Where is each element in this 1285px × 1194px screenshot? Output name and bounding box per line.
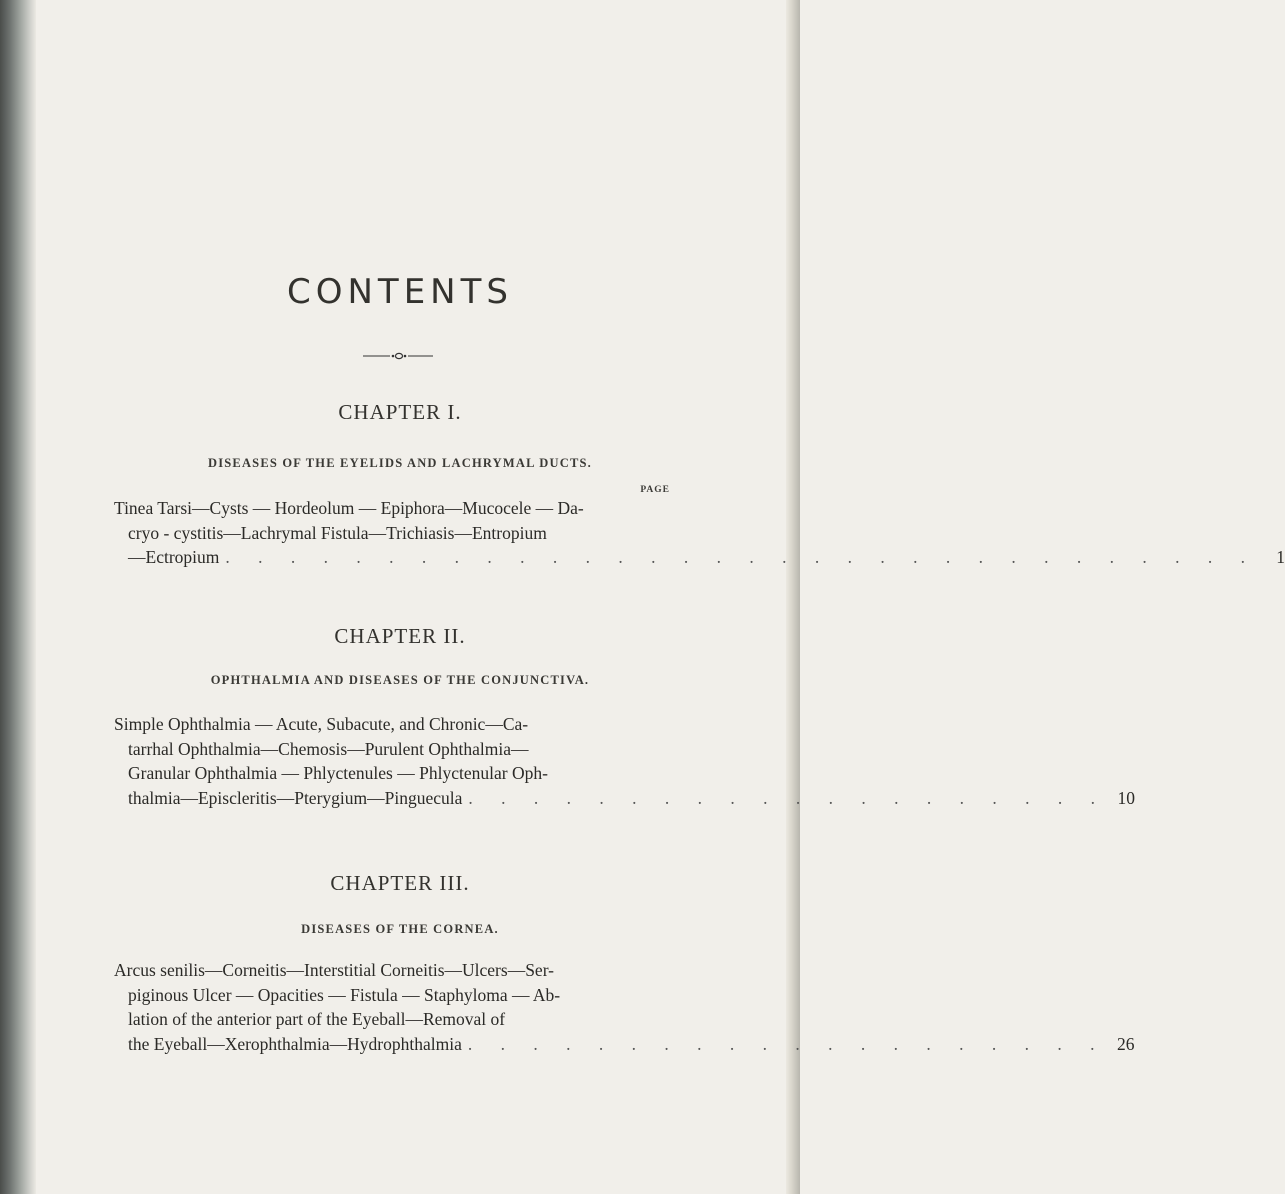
entry-line: tarrhal Ophthalmia—Chemosis—Purulent Ophthalmia— (128, 738, 529, 759)
page-number: 1 (1276, 547, 1285, 567)
book-gutter-shadow (0, 0, 36, 1194)
entry-line: thalmia—Episcleritis—Pterygium—Pinguecula (128, 787, 463, 808)
chapter-subtitle-2: OPHTHALMIA AND DISEASES OF THE CONJUNCTIVA. (210, 673, 590, 687)
contents-entry-3 (114, 958, 1135, 1056)
dot-leader: . . . . . . . . . . . . . . . . . . . . (468, 787, 1108, 808)
chapter-heading-1: CHAPTER I. (338, 400, 462, 424)
entry-line: Arcus senilis—Corneitis—Interstitial Corneitis—Ulcers—Ser- (114, 960, 554, 980)
contents-entry-2 (114, 712, 1136, 810)
entry-line: piginous Ulcer — Opacities — Fistula — Staphyloma — Ab- (128, 984, 561, 1005)
dot-leader: . . . . . . . . . . . . . . . . . . . . (467, 1033, 1107, 1054)
entry-last-line (114, 786, 1136, 811)
chapter-subtitle-1: DISEASES OF THE EYELIDS AND LACHRYMAL DUCTS. (207, 456, 593, 470)
entry-line: cryo - cystitis—Lachrymal Fistula—Trichiasis—Entropium (128, 522, 547, 543)
page-edge-shadow (786, 0, 800, 1194)
entry-line: —Ectropium (128, 547, 220, 567)
entry-line: the Eyeball—Xerophthalmia—Hydrophthalmia (128, 1033, 462, 1054)
divider-ornament (363, 351, 433, 361)
dot-leader: . . . . . . . . . . . . . . . . . . . . . . . . . . . . . . . . (225, 547, 1257, 567)
entry-last-line (114, 1032, 1135, 1057)
page-title: CONTENTS (287, 272, 513, 312)
entry-line: lation of the anterior part of the Eyeball—Removal of (128, 1009, 506, 1029)
entry-line: Granular Ophthalmia — Phlyctenules — Phlyctenular Oph- (128, 763, 548, 783)
chapter-subtitle-3: DISEASES OF THE CORNEA. (301, 922, 499, 936)
entry-line: Simple Ophthalmia — Acute, Subacute, and Chronic—Ca- (114, 714, 529, 734)
chapter-heading-2: CHAPTER II. (334, 624, 466, 648)
page-number: 26 (1117, 1033, 1135, 1054)
chapter-heading-3: CHAPTER III. (330, 871, 470, 895)
page-column-label: PAGE (640, 485, 670, 495)
entry-last-line (114, 545, 1285, 570)
contents-entry-1 (114, 496, 1285, 570)
entry-line: Tinea Tarsi—Cysts — Hordeolum — Epiphora—Mucocele — Da- (114, 498, 584, 518)
page-number: 10 (1117, 787, 1136, 808)
